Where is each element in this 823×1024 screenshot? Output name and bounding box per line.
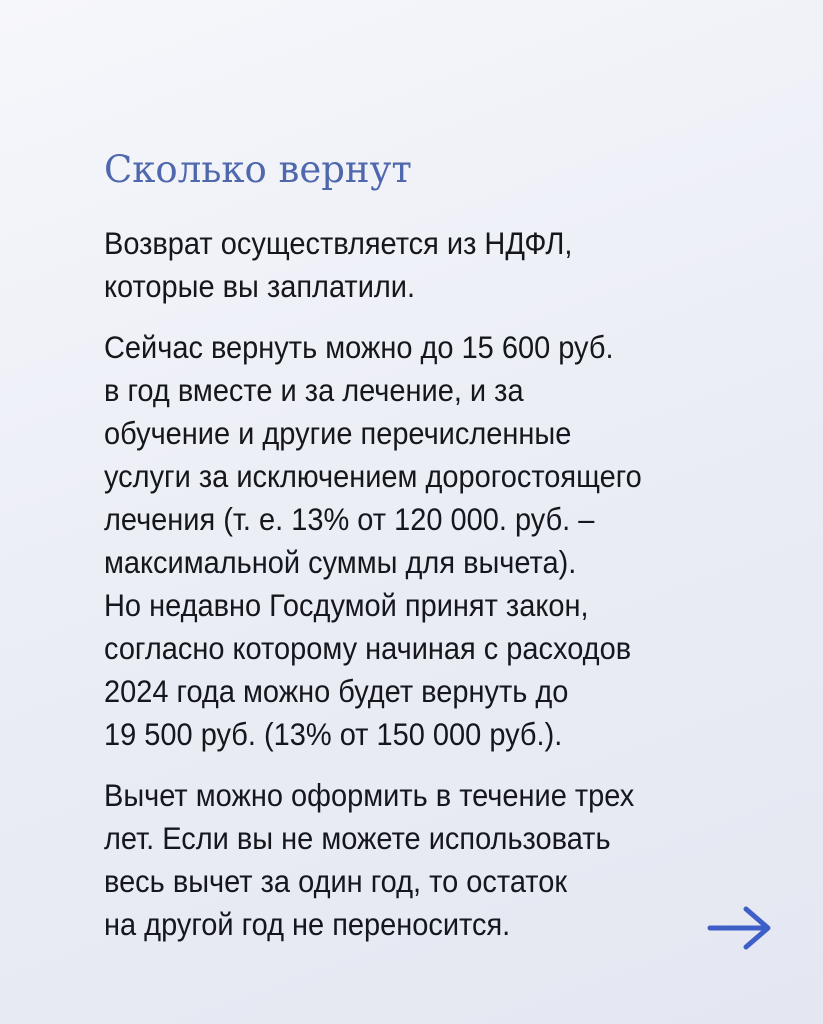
paragraph-1-line-2: которые вы заплатили. — [104, 268, 416, 304]
paragraph-2-line-4: услуги за исключением дорогостоящего — [104, 458, 642, 494]
paragraph-3-line-1: Вычет можно оформить в течение трех — [104, 777, 635, 813]
paragraph-2-line-6: максимальной суммы для вычета). — [104, 544, 577, 580]
paragraph-2-line-1: Сейчас вернуть можно до 15 600 руб. — [104, 329, 614, 365]
paragraph-2-line-3: обучение и другие перечисленные — [104, 415, 572, 451]
paragraph-2-line-5: лечения (т. е. 13% от 120 000. руб. – — [104, 501, 595, 537]
paragraph-2-line-9: 2024 года можно будет вернуть до — [104, 673, 569, 709]
page-title: Сколько вернут — [104, 148, 412, 191]
paragraph-2-line-10: 19 500 руб. (13% от 150 000 руб.). — [104, 716, 563, 752]
paragraph-2-line-7: Но недавно Госдумой принят закон, — [104, 587, 589, 623]
paragraph-3-line-4: на другой год не переносится. — [104, 906, 511, 942]
paragraph-3-line-3: весь вычет за один год, то остаток — [104, 863, 568, 899]
paragraph-3-line-2: лет. Если вы не можете использовать — [104, 820, 611, 856]
paragraph-1-line-1: Возврат осуществляется из НДФЛ, — [104, 225, 573, 261]
paragraph-2-line-8: согласно которому начиная с расходов — [104, 630, 632, 666]
arrow-right-icon[interactable] — [706, 905, 776, 951]
paragraph-2-line-2: в год вместе и за лечение, и за — [104, 372, 524, 408]
